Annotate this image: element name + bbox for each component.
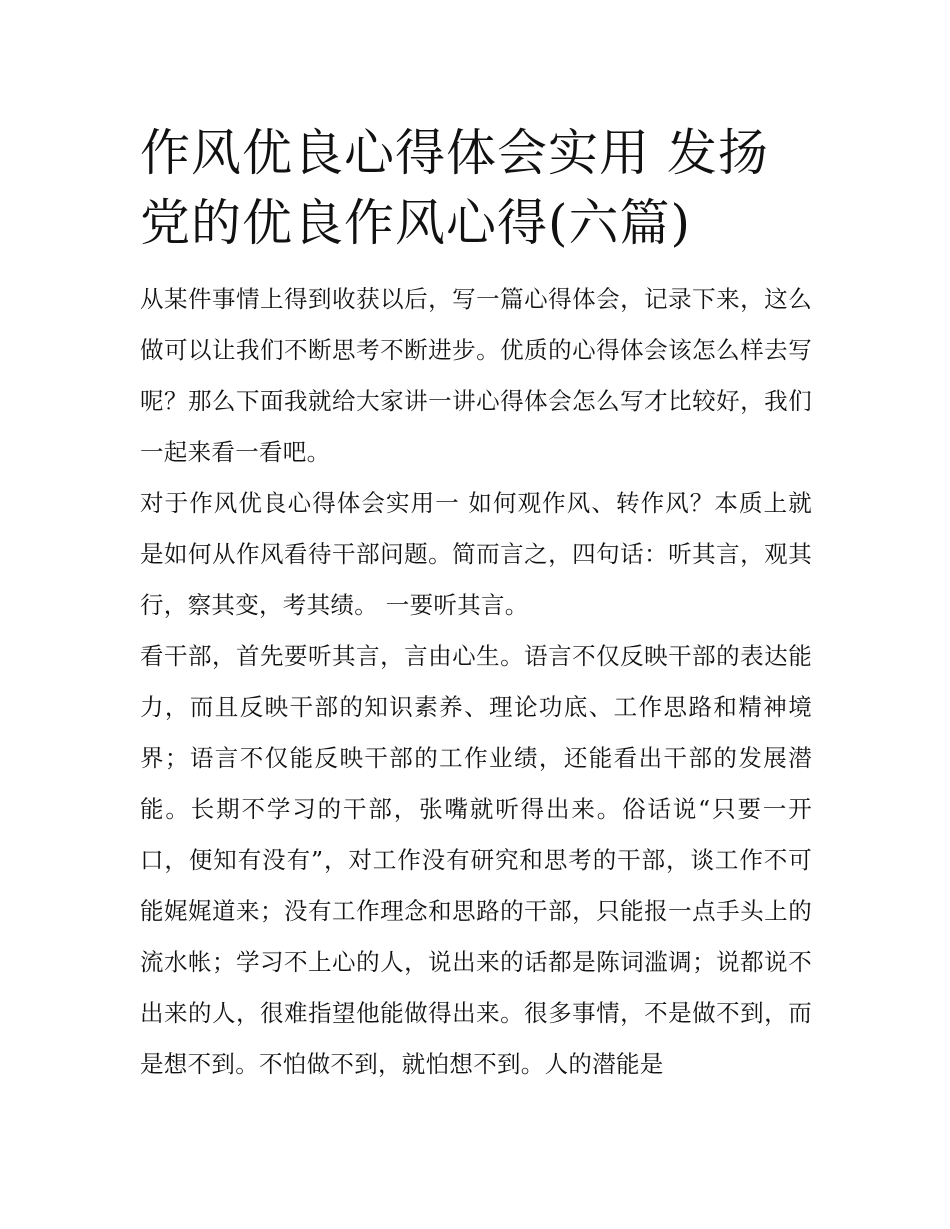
document-title: 作风优良心得体会实用 发扬党的优良作风心得(六篇) <box>140 124 769 252</box>
paragraph-section-one: 对于作风优良心得体会实用一 如何观作风、转作风？本质上就是如何从作风看待干部问题。简而言之，四句话：听其言，观其行，察其变，考其绩。 一要听其言。 <box>140 489 812 619</box>
paragraph-intro: 从某件事情上得到收获以后，写一篇心得体会，记录下来，这么做可以让我们不断思考不断进步。优质的心得体会该怎么样去写呢？那么下面我就给大家讲一讲心得体会怎么写才比较好，我们一起来看一看吧。 <box>140 285 812 466</box>
paragraph-listen: 看干部，首先要听其言，言由心生。语言不仅反映干部的表达能力，而且反映干部的知识素养、理论功底、工作思路和精神境界；语言不仅能反映干部的工作业绩，还能看出干部的发展潜能。长期不学习的干部，张嘴就听得出来。俗话说“只要一开口，便知有没有”，对工作没有研究和思考的干部，谈工作不可能娓娓道来；没有工作理念和思路的干部，只能报一点手头上的流水帐；学习不上心的人，说出来的话都是陈词滥调；说都说不出来的人，很难指望他能做得出来。很多事情，不是做不到，而是想不到。不怕做不到，就怕想不到。人的潜能是 <box>140 642 812 1078</box>
document-page <box>140 118 812 1090</box>
